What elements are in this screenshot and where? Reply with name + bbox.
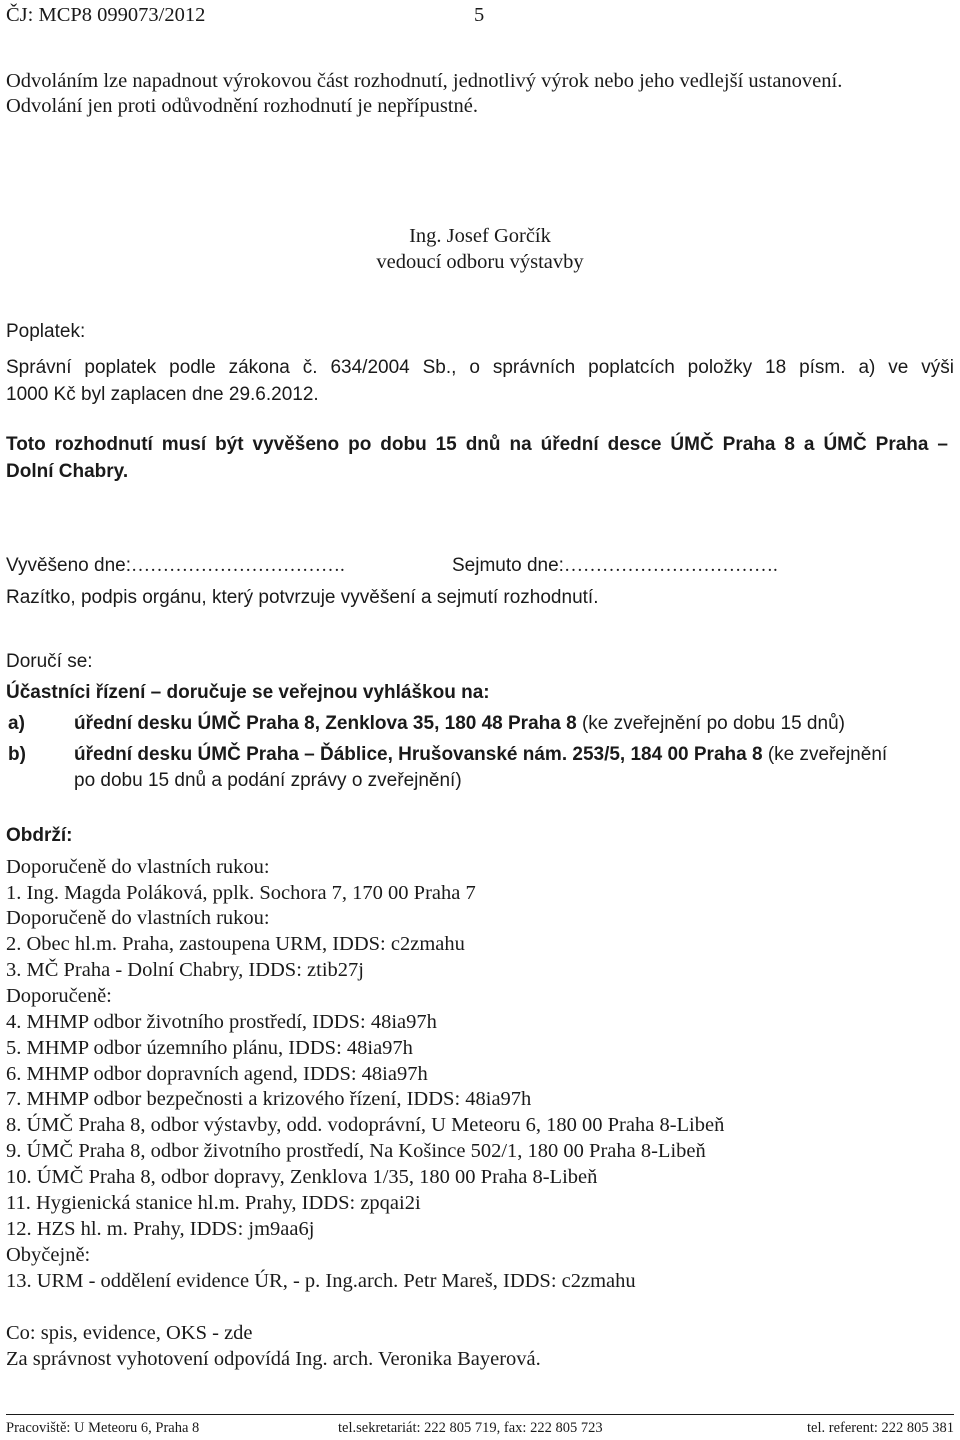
- recipient-line: 8. ÚMČ Praha 8, odbor výstavby, odd. vodoprávní, U Meteoru 6, 180 00 Praha 8-Libeň: [6, 1114, 725, 1136]
- delivery-item-a-label: a): [8, 713, 25, 734]
- recipient-line: 6. MHMP odbor dopravních agend, IDDS: 48ia97h: [6, 1063, 428, 1085]
- recipient-line: 7. MHMP odbor bezpečnosti a krizového řízení, IDDS: 48ia97h: [6, 1088, 532, 1110]
- posted-date-row: [6, 555, 345, 577]
- fee-line-2: 1000 Kč byl zaplacen dne 29.6.2012.: [6, 384, 319, 405]
- signatory-name: Ing. Josef Gorčík: [409, 225, 551, 247]
- recipient-line: 12. HZS hl. m. Prahy, IDDS: jm9aa6j: [6, 1218, 315, 1240]
- fee-heading: Poplatek:: [6, 321, 86, 342]
- delivery-item-a-address: úřední desku ÚMČ Praha 8, Zenklova 35, 180 48 Praha 8: [74, 713, 577, 734]
- delivery-heading: Doručí se:: [6, 651, 93, 672]
- recipient-line: 5. MHMP odbor územního plánu, IDDS: 48ia97h: [6, 1037, 413, 1059]
- delivery-item-b-continuation: po dobu 15 dnů a podání zprávy o zveřejnění): [74, 770, 462, 791]
- footer-divider: [6, 1414, 954, 1415]
- document-reference: ČJ: MCP8 099073/2012: [6, 4, 206, 26]
- footer-secretariat: tel.sekretariát: 222 805 719, fax: 222 805 723: [338, 1420, 603, 1436]
- stamp-note: Razítko, podpis orgánu, který potvrzuje vyvěšení a sejmutí rozhodnutí.: [6, 587, 599, 608]
- responsible-person: Za správnost vyhotovení odpovídá Ing. arch. Veronika Bayerová.: [6, 1348, 541, 1370]
- appeal-line-1: Odvoláním lze napadnout výrokovou část rozhodnutí, jednotlivý výrok nebo jeho vedlejší ustanovení.: [6, 70, 843, 92]
- participants-line: Účastníci řízení – doručuje se veřejnou vyhláškou na:: [6, 682, 490, 703]
- recipient-line: Obyčejně:: [6, 1244, 91, 1266]
- posted-date-blank: …………………………….: [131, 555, 345, 576]
- removed-date-row: [452, 555, 778, 577]
- removed-date-blank: …………………………….: [563, 555, 778, 576]
- recipient-line: 10. ÚMČ Praha 8, odbor dopravy, Zenklova 1/35, 180 00 Praha 8-Libeň: [6, 1166, 598, 1188]
- recipient-line: 4. MHMP odbor životního prostředí, IDDS: 48ia97h: [6, 1011, 437, 1033]
- delivery-item-b-note: (ke zveřejnění: [762, 744, 888, 765]
- delivery-item-b-address: úřední desku ÚMČ Praha – Ďáblice, Hrušovanské nám. 253/5, 184 00 Praha 8: [74, 744, 763, 765]
- fee-line-1: Správní poplatek podle zákona č. 634/2004 Sb., o správních poplatcích položky 18 písm. a) ve výši: [6, 357, 954, 378]
- posting-notice-line-1: Toto rozhodnutí musí být vyvěšeno po dobu 15 dnů na úřední desce ÚMČ Praha 8 a ÚMČ Praha –: [6, 434, 948, 455]
- posting-notice-line-2: Dolní Chabry.: [6, 461, 129, 482]
- recipient-line: 3. MČ Praha - Dolní Chabry, IDDS: ztib27j: [6, 959, 364, 981]
- appeal-line-2: Odvolání jen proti odůvodnění rozhodnutí je nepřípustné.: [6, 95, 478, 117]
- recipient-line: 1. Ing. Magda Poláková, pplk. Sochora 7, 170 00 Praha 7: [6, 882, 476, 904]
- recipient-line: 11. Hygienická stanice hl.m. Prahy, IDDS: zpqai2i: [6, 1192, 421, 1214]
- copy-note: Co: spis, evidence, OKS - zde: [6, 1322, 253, 1344]
- recipient-line: Doporučeně do vlastních rukou:: [6, 907, 270, 929]
- delivery-item-b: [6, 744, 887, 766]
- recipients-heading: Obdrží:: [6, 825, 73, 846]
- recipient-line: Doporučeně:: [6, 985, 112, 1007]
- footer-referent: tel. referent: 222 805 381: [807, 1420, 954, 1436]
- removed-label: Sejmuto dne:: [452, 555, 564, 576]
- signatory-title: vedoucí odboru výstavby: [376, 251, 584, 273]
- delivery-item-a-note: (ke zveřejnění po dobu 15 dnů): [576, 713, 845, 734]
- recipient-line: Doporučeně do vlastních rukou:: [6, 856, 270, 878]
- recipient-line: 2. Obec hl.m. Praha, zastoupena URM, IDDS: c2zmahu: [6, 933, 465, 955]
- recipient-line: 9. ÚMČ Praha 8, odbor životního prostředí, Na Košince 502/1, 180 00 Praha 8-Libeň: [6, 1140, 706, 1162]
- posted-label: Vyvěšeno dne:: [6, 555, 131, 576]
- delivery-item-a: [6, 713, 845, 735]
- recipient-line: 13. URM - oddělení evidence ÚR, - p. Ing.arch. Petr Mareš, IDDS: c2zmahu: [6, 1270, 636, 1292]
- delivery-item-b-label: b): [8, 744, 26, 765]
- footer-workplace: Pracoviště: U Meteoru 6, Praha 8: [6, 1420, 200, 1436]
- page-number: 5: [474, 4, 485, 26]
